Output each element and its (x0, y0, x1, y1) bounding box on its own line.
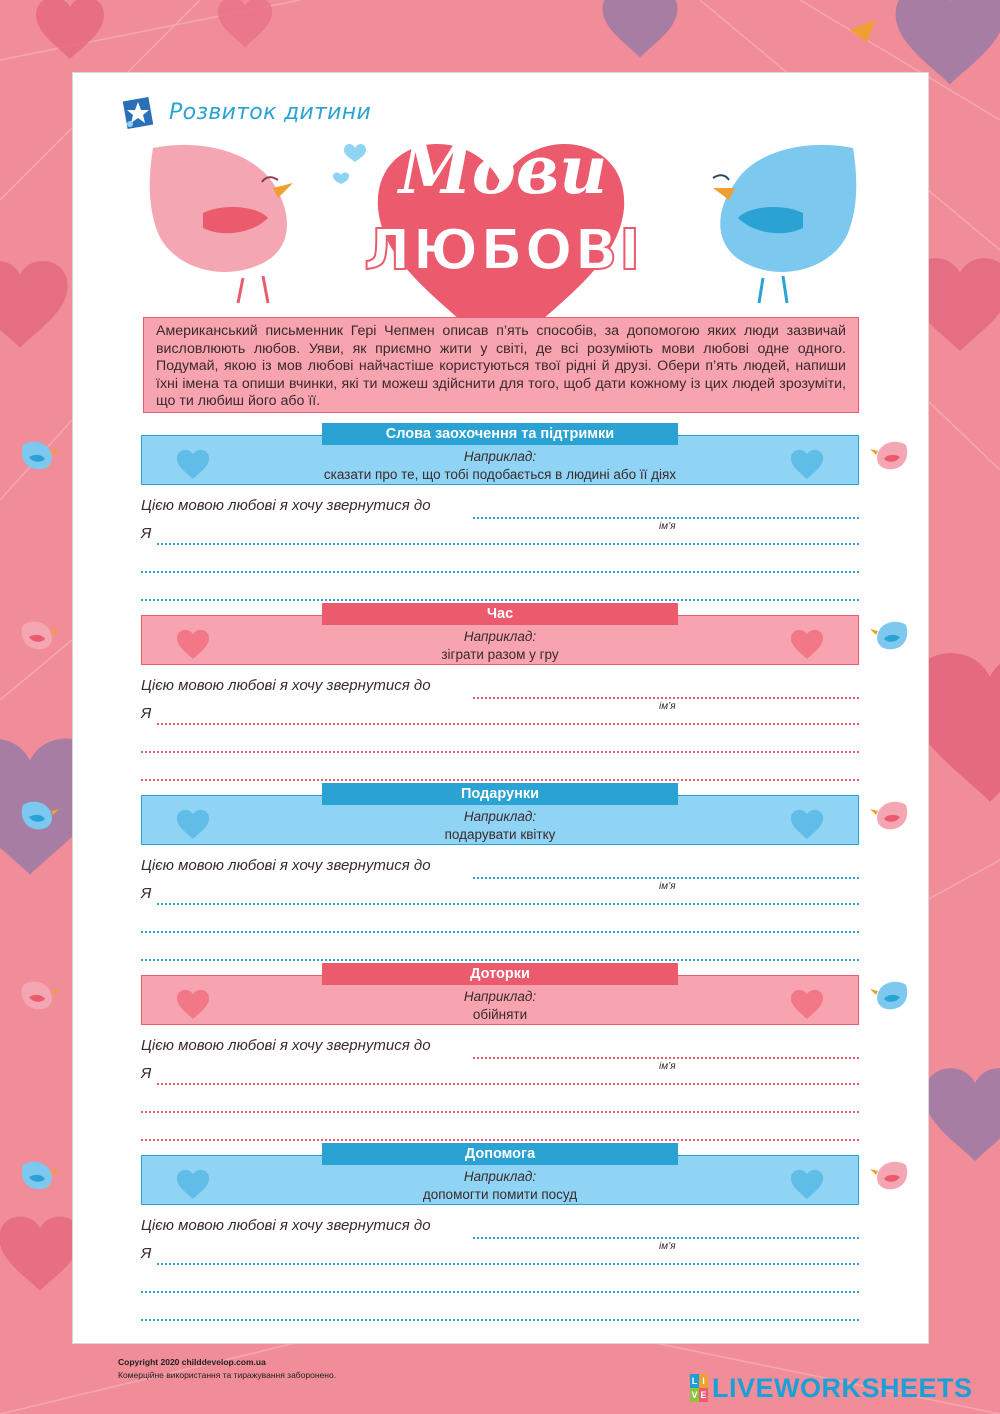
section-title: Подарунки (322, 783, 678, 805)
example-text: допомогти помити посуд (422, 1187, 578, 1202)
answer-line-1[interactable] (157, 543, 859, 545)
name-hint: ім’я (659, 881, 676, 892)
answer-line-1[interactable] (157, 723, 859, 725)
answer-line-3[interactable] (141, 959, 859, 961)
answer-line-1[interactable] (157, 1263, 859, 1265)
copyright-notice (118, 1356, 336, 1382)
i-label: Я (141, 1065, 152, 1082)
blue-bird-icon (870, 617, 912, 653)
example-label: Наприклад: (463, 1169, 537, 1184)
pink-bird-icon (150, 145, 293, 303)
name-input-line[interactable] (473, 877, 859, 879)
example-label: Наприклад: (463, 629, 537, 644)
section-gifts (73, 783, 928, 963)
example-text: подарувати квітку (444, 827, 556, 842)
heart-icon (784, 986, 830, 1020)
name-hint: ім’я (659, 1061, 676, 1072)
liveworksheets-text: LIVEWORKSHEETS (712, 1372, 973, 1403)
usage-notice: Комерційне використання та тиражування заборонено. (118, 1370, 337, 1380)
example-text: сказати про те, що тобі подобається в людині або її діях (323, 467, 677, 482)
name-input-line[interactable] (473, 697, 859, 699)
section-title: Слова заохочення та підтримки (322, 423, 678, 445)
address-label: Цією мовою любові я хочу звернутися до (141, 497, 431, 514)
example-label: Наприклад: (463, 809, 537, 824)
live-badge-icon: L I V E (691, 1376, 707, 1400)
answer-line-3[interactable] (141, 1139, 859, 1141)
brand (121, 91, 371, 133)
address-label: Цією мовою любові я хочу звернутися до (141, 1217, 431, 1234)
answer-line-1[interactable] (157, 903, 859, 905)
section-help (73, 1143, 928, 1323)
answer-line-2[interactable] (141, 751, 859, 753)
pink-bird-icon (17, 977, 59, 1013)
answer-line-3[interactable] (141, 779, 859, 781)
heart-icon (784, 446, 830, 480)
heart-icon (784, 1166, 830, 1200)
name-input-line[interactable] (473, 517, 859, 519)
section-touch (73, 963, 928, 1143)
answer-line-1[interactable] (157, 1083, 859, 1085)
liveworksheets-logo[interactable] (690, 1372, 990, 1404)
blue-bird-icon (17, 797, 59, 833)
section-title: Допомога (322, 1143, 678, 1165)
answer-line-2[interactable] (141, 931, 859, 933)
i-label: Я (141, 885, 152, 902)
name-hint: ім’я (659, 701, 676, 712)
answer-line-2[interactable] (141, 1111, 859, 1113)
blue-bird-icon (713, 145, 856, 303)
brand-name: Розвиток дитини (169, 99, 372, 125)
pink-bird-icon (870, 437, 912, 473)
address-label: Цією мовою любові я хочу звернутися до (141, 1037, 431, 1054)
example-label: Наприклад: (463, 449, 537, 464)
worksheet (72, 72, 929, 1344)
pink-bird-icon (870, 797, 912, 833)
answer-line-2[interactable] (141, 1291, 859, 1293)
name-input-line[interactable] (473, 1237, 859, 1239)
heart-icon (784, 806, 830, 840)
page-title: Мови (398, 131, 608, 209)
copyright-line: Copyright 2020 childdevelop.com.ua (118, 1357, 266, 1367)
address-label: Цією мовою любові я хочу звернутися до (141, 857, 431, 874)
i-label: Я (141, 705, 152, 722)
section-words (73, 423, 928, 603)
name-hint: ім’я (659, 521, 676, 532)
section-title: Час (322, 603, 678, 625)
pink-bird-icon (17, 617, 59, 653)
answer-line-2[interactable] (141, 571, 859, 573)
example-label: Наприклад: (463, 989, 537, 1004)
name-input-line[interactable] (473, 1057, 859, 1059)
name-hint: ім’я (659, 1241, 676, 1252)
section-title: Доторки (322, 963, 678, 985)
star-kid-logo-icon (121, 93, 155, 131)
i-label: Я (141, 1245, 152, 1262)
example-text: зіграти разом у гру (441, 647, 559, 662)
address-label: Цією мовою любові я хочу звернутися до (141, 677, 431, 694)
answer-line-3[interactable] (141, 599, 859, 601)
blue-bird-icon (870, 977, 912, 1013)
page-subtitle: ЛЮБОВІ (363, 218, 643, 283)
example-text: обійняти (472, 1007, 528, 1022)
intro-text: Американський письменник Гері Чепмен описав п’ять способів, за допомогою яких люди зазвичай висловлюють любов. Уяви, як приємно жити у світі, де всі розуміють мови любові одне одного. Подумай, якою із мов любові найчастіше користуються твої рідні й друзі. Обери п’ять людей, напиши їхні імена та опиши вчинки, які ти можеш здійснити для того, щоб дати кожному із цих людей зрозуміти, що ти любиш його або її. (143, 317, 859, 413)
section-time (73, 603, 928, 783)
answer-line-3[interactable] (141, 1319, 859, 1321)
blue-bird-icon (17, 437, 59, 473)
pink-bird-icon (870, 1157, 912, 1193)
blue-bird-icon (17, 1157, 59, 1193)
heart-icon (784, 626, 830, 660)
i-label: Я (141, 525, 152, 542)
